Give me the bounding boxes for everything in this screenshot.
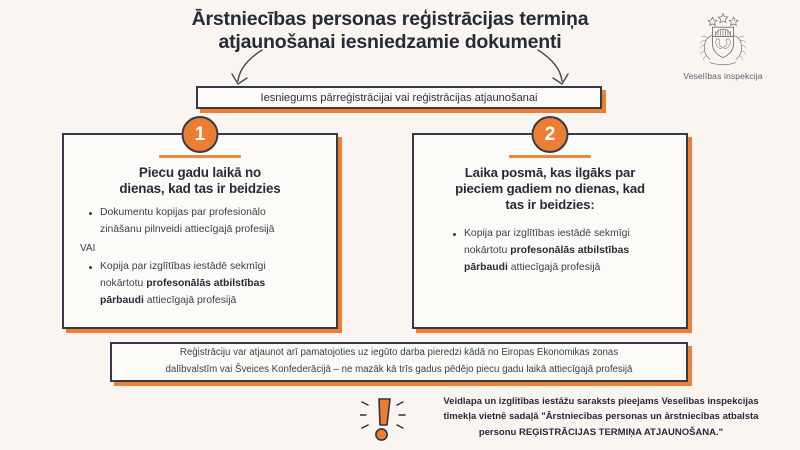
bullet-text: nokārtotu	[464, 245, 511, 257]
work-experience-note	[110, 342, 688, 382]
bullet-line: Kopija par izglītības iestādē sekmīgi	[100, 261, 266, 273]
bullet-text: attiecīgajā profesijā	[143, 295, 237, 307]
step-card-2-title-line-2: pieciem gadiem no dienas, kad	[455, 180, 645, 196]
bullet-line	[464, 243, 660, 260]
bullet-emphasis: pārbaudi	[100, 295, 144, 307]
curved-arrow-down-left-icon	[238, 50, 262, 81]
list-item	[452, 226, 660, 277]
organization-logo	[660, 8, 786, 81]
bullet-emphasis: profesonālās atbilstības	[146, 278, 266, 290]
application-ribbon-text: Iesniegums pārreģistrācijai vai reģistrācijas atjaunošanai	[260, 91, 538, 104]
step-card-1	[62, 124, 338, 329]
step-card-1-body	[80, 205, 320, 309]
bullet-line	[464, 260, 660, 277]
footer-line-1: Veidlapa un izglītības iestāžu saraksts pieejams Veselības inspekcijas	[443, 396, 759, 407]
conjunction-label: VAI	[80, 243, 96, 255]
bullet-line: Kopija par izglītības iestādē sekmīgi	[464, 228, 630, 240]
note-line-1: Reģistrāciju var atjaunot arī pamatojoties uz iegūto darba pieredzi kādā no Eiropas Ekonomikas zonas	[179, 347, 619, 359]
bullet-line	[100, 276, 320, 293]
footer-text	[406, 392, 796, 440]
step-card-2-body	[430, 226, 670, 277]
card-divider	[509, 155, 591, 158]
step-card-1-title	[80, 165, 320, 198]
page-title	[120, 8, 660, 54]
curved-arrow-down-right-icon	[538, 50, 562, 81]
footer-line-2: tīmekļa vietnē sadaļā "Ārstniecības personas un ārstniecības atbalsta	[443, 411, 759, 423]
bullet-line	[100, 293, 320, 310]
bullet-line: zināšanu pilnveidi attiecīgajā profesijā	[100, 224, 275, 236]
step-card-1-title-line-1: Piecu gadu laikā no	[138, 164, 262, 180]
step-card-1-title-line-2: dienas, kad tas ir beidzies	[119, 180, 281, 196]
page-title-line-1: Ārstniecības personas reģistrācijas termiņa	[191, 8, 589, 30]
step-badge-1: 1	[182, 116, 219, 153]
logo-caption: Veselības inspekcija	[683, 71, 763, 81]
step-badge-2: 2	[532, 116, 569, 153]
latvia-coat-of-arms-icon	[692, 8, 754, 70]
list-item	[88, 259, 320, 310]
footer-callout	[360, 392, 796, 445]
footer-line-3: personu REĢISTRĀCIJAS TERMIŅA ATJAUNOŠANA."	[478, 426, 724, 438]
bullet-text: nokārtotu	[100, 278, 147, 290]
page-title-line-2: atjaunošanai iesniedzamie dokumenti	[218, 31, 562, 53]
bullet-emphasis: profesonālās atbilstības	[510, 245, 630, 257]
step-card-2-title-line-1: Laika posmā, kas ilgāks par	[464, 164, 636, 180]
step-card-2-title	[430, 165, 670, 214]
exclamation-mark-icon	[360, 393, 406, 445]
card-divider	[159, 155, 241, 158]
note-line-2: dalībvalstīm vai Šveices Konfederācijā – ne mazāk kā trīs gadus pēdējo piecu gadu laikā attiecīgajā profesijā	[165, 364, 633, 375]
step-card-2-title-line-3: tas ir beidzies:	[505, 196, 595, 212]
bullet-line: Dokumentu kopijas par profesionālo	[100, 207, 266, 219]
bullet-emphasis: pārbaudi	[464, 261, 508, 273]
list-item	[88, 205, 320, 239]
bullet-text: attiecīgajā profesijā	[507, 261, 601, 273]
application-ribbon	[196, 86, 602, 109]
step-card-2	[412, 124, 688, 329]
